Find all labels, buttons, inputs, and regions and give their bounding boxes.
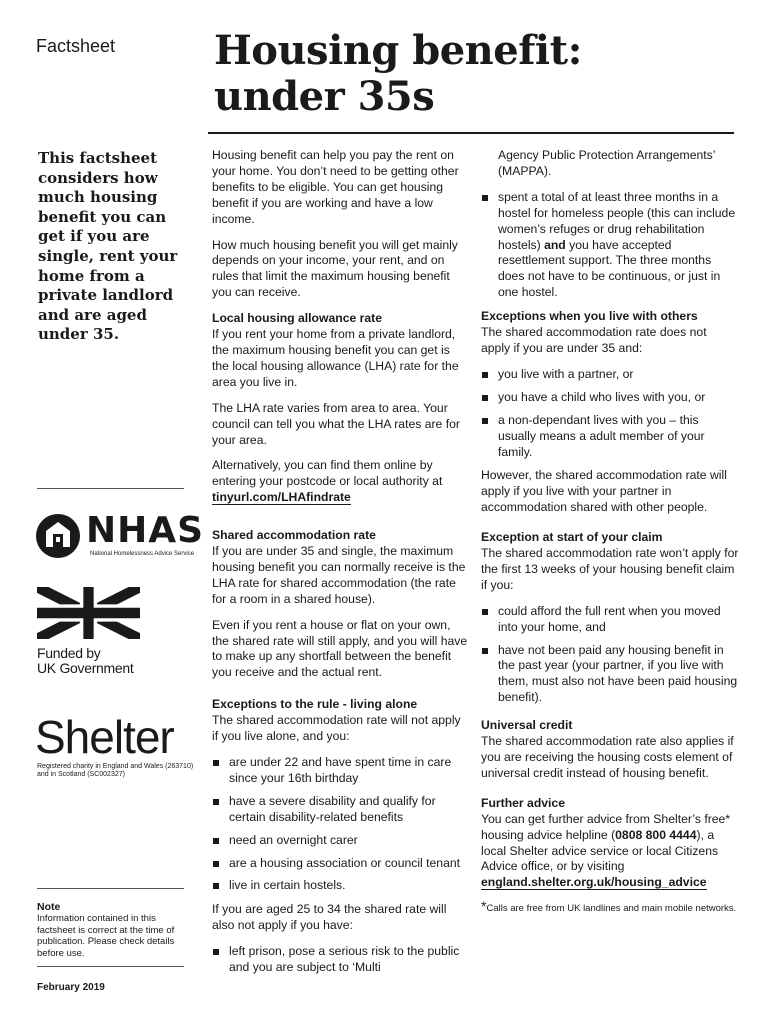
note-divider-bottom <box>37 966 184 967</box>
sidebar-divider <box>37 488 184 489</box>
intro-summary: This factsheet considers how much housing benefit you can get if you are single, rent your home from a private landlord and are aged under 35. <box>38 149 178 344</box>
list-item: left prison, pose a serious risk to the public and you are subject to ‘Multi <box>212 944 468 976</box>
paragraph: If you are aged 25 to 34 the shared rate will also not apply if you have: <box>212 902 447 933</box>
section-heading-shared: Shared accommodation rate <box>212 528 376 543</box>
lha-finder-link[interactable]: tinyurl.com/LHAfindrate <box>212 490 351 505</box>
list-item: a non-dependant lives with you – this usually means a adult member of your family. <box>481 413 739 461</box>
nhas-wordmark: NHAS <box>86 510 205 551</box>
paragraph <box>212 458 468 506</box>
note-box <box>37 902 187 959</box>
paragraph: The shared accommodation rate won’t apply for the first 13 weeks of your housing benefit claim if you: <box>481 546 739 592</box>
nhas-logo <box>36 510 205 564</box>
paragraph-text: You can get further advice from Shelter’s free* housing advice helpline ( <box>481 811 731 842</box>
title-divider <box>208 132 734 134</box>
shelter-advice-link[interactable]: england.shelter.org.uk/housing_advice <box>481 875 707 890</box>
paragraph-text: Alternatively, you can find them online by entering your postcode or local authority at <box>212 458 443 489</box>
content-column-1 <box>212 148 468 984</box>
paragraph: Housing benefit can help you pay the rent on your home. You don’t need to be getting other benefits to be eligible. You can get housing benefit if you are working and have a low income. <box>212 148 459 226</box>
paragraph: Even if you rent a house or flat on your own, the shared rate will still apply, and you will have to make up any shortfall between the benefit you receive and the actual rent. <box>212 617 468 680</box>
paragraph: Agency Public Protection Arrangements’ (MAPPA). <box>498 148 716 178</box>
age-25-34-list <box>212 944 468 976</box>
paragraph: However, the shared accommodation rate will apply if you live with your partner in accommodation shared with other people. <box>481 468 727 515</box>
start-of-claim-list <box>481 604 739 706</box>
section-heading-lha: Local housing allowance rate <box>212 311 382 326</box>
list-item: are a housing association or council tenant <box>212 856 468 872</box>
shelter-logo: Shelter <box>35 711 174 763</box>
helpline-number[interactable]: 0808 800 4444 <box>615 827 697 842</box>
list-item-text: spent a total of at least three months in a hostel for homeless people (this can include women’s refuges or drug rehabilitation hostels) <box>498 189 736 252</box>
list-item-emphasis: and <box>544 237 566 252</box>
paragraph <box>481 812 739 892</box>
paragraph: If you are under 35 and single, the maximum housing benefit you can normally receive is the LHA rate for shared accommodation (the rate for a room in a shared house). <box>212 544 466 606</box>
living-with-others-list <box>481 367 739 461</box>
funded-by-text <box>37 646 177 676</box>
paragraph: The shared accommodation rate also applies if you are receiving the housing costs element of universal credit instead of housing benefit. <box>481 734 734 780</box>
hostel-list <box>481 190 739 301</box>
list-item <box>481 190 739 301</box>
footnote-text: Calls are free from UK landlines and main mobile networks. <box>486 903 737 915</box>
note-divider-top <box>37 888 184 889</box>
note-heading: Note <box>37 901 61 913</box>
list-item-text: you have accepted resettlement support. The three months does not have to be continuous, or just in one hostel. <box>498 237 721 300</box>
title-line-1: Housing benefit: <box>214 27 582 74</box>
section-heading-universal-credit: Universal credit <box>481 718 573 733</box>
footnote <box>481 898 739 915</box>
title-line-2: under 35s <box>214 73 435 120</box>
list-item: have a severe disability and qualify for certain disability-related benefits <box>212 794 468 826</box>
list-item: have not been paid any housing benefit in the past year (your partner, if you live with them, must also not have been paid housing benefit). <box>481 643 739 707</box>
nhas-house-icon <box>36 514 80 558</box>
list-item: could afford the full rent when you moved into your home, and <box>481 604 739 636</box>
paragraph-text: ), a local Shelter advice service or local Citizens Advice office, or by visiting <box>481 827 719 874</box>
nhas-subtitle: National Homelessness Advice Service <box>90 551 195 557</box>
note-text: Information contained in this factsheet is correct at the time of publication. Please check details before use. <box>37 913 175 959</box>
living-alone-list <box>212 755 468 894</box>
list-item: live in certain hostels. <box>212 878 468 894</box>
paragraph: The shared accommodation rate will not apply if you live alone, and you: <box>212 713 461 744</box>
section-heading-alone: Exceptions to the rule - living alone <box>212 697 418 712</box>
section-heading-further-advice: Further advice <box>481 795 565 810</box>
paragraph: The shared accommodation rate does not apply if you are under 35 and: <box>481 325 707 355</box>
paragraph: The LHA rate varies from area to area. Your council can tell you what the LHA rates are for your area. <box>212 400 460 447</box>
list-item: are under 22 and have spent time in care since your 16th birthday <box>212 755 468 787</box>
list-item: you live with a partner, or <box>481 367 739 383</box>
paragraph: If you rent your home from a private landlord, the maximum housing benefit you can get is the local housing allowance (LHA) rate for the area you live in. <box>212 327 459 389</box>
list-item: need an overnight carer <box>212 833 468 849</box>
union-flag-icon <box>37 587 140 639</box>
content-column-2 <box>481 148 739 925</box>
charity-registration: Registered charity in England and Wales (263710) and in Scotland (SC002327) <box>37 763 194 778</box>
section-heading-start: Exception at start of your claim <box>481 530 663 545</box>
publication-date: February 2019 <box>37 982 105 993</box>
section-heading-others: Exceptions when you live with others <box>481 309 698 324</box>
page-title <box>214 28 734 120</box>
footnote-marker: * <box>481 898 487 915</box>
funded-line-1: Funded by <box>37 645 101 661</box>
funded-line-2: UK Government <box>37 660 134 676</box>
list-item: you have a child who lives with you, or <box>481 390 739 406</box>
factsheet-label: Factsheet <box>36 36 116 56</box>
paragraph: How much housing benefit you will get mainly depends on your income, your rent, and on rules that limit the maximum housing benefit you can receive. <box>212 237 458 300</box>
